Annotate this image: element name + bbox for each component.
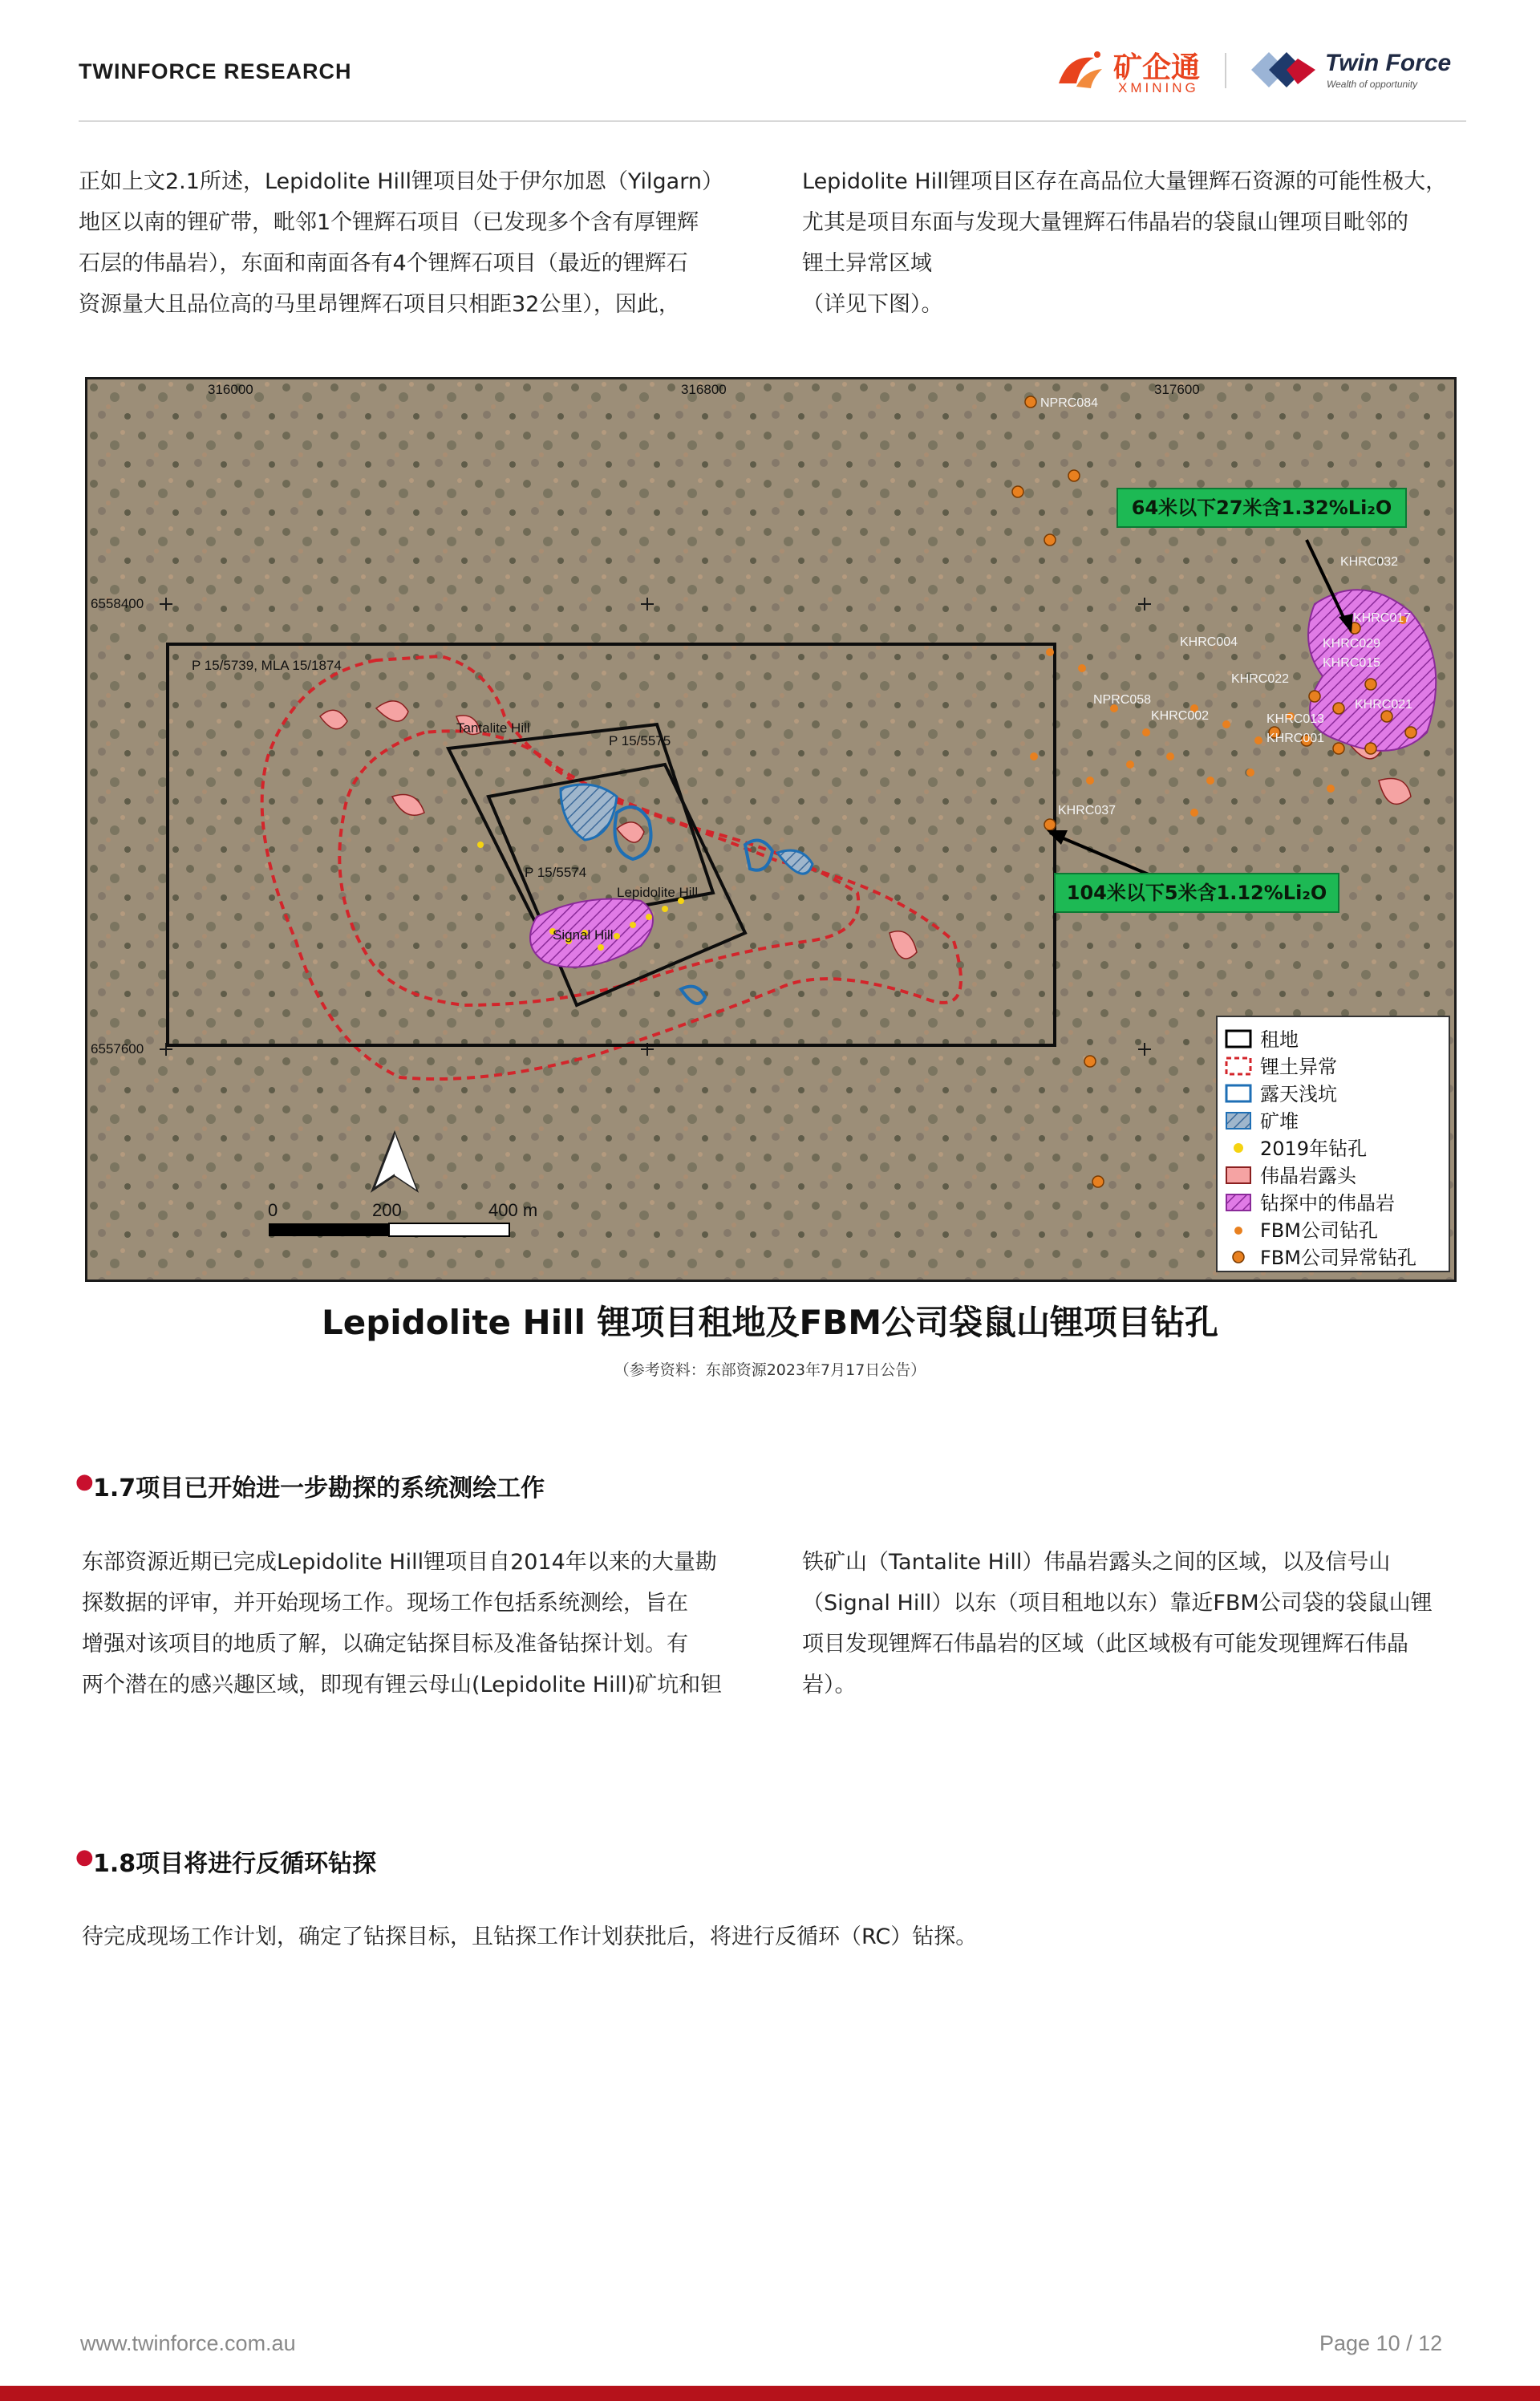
legend-label: 租地 — [1260, 1028, 1299, 1051]
place-label: Tantalite Hill — [456, 720, 530, 736]
legend-label: 锂土异常 — [1260, 1056, 1337, 1078]
scale-label: 0 — [268, 1200, 278, 1220]
hole-label: KHRC021 — [1355, 698, 1413, 712]
section-1-7-left: 东部资源近期已完成Lepidolite Hill锂项目自2014年以来的大量勘 探数据的评审，并开始现场工作。现场工作包括系统测绘，旨在 增强对该项目的地质了解，以确定钻探目标及准备钻探计划。有 两个潜在的感兴趣区域，即现有锂云母山(Lepidolite Hill)矿坑和钽 — [82, 1550, 723, 1697]
lease-label: P 15/5739, MLA 15/1874 — [192, 658, 342, 673]
legend-stockpile-icon — [1226, 1113, 1250, 1129]
legend-outcrop-icon — [1226, 1167, 1250, 1183]
place-label: Signal Hill — [553, 927, 614, 943]
legend-fbm-anomaly-icon — [1233, 1251, 1244, 1263]
map-caption: Lepidolite Hill 锂项目租地及FBM公司袋鼠山锂项目钻孔 — [321, 1303, 1219, 1342]
twinforce-logo-text: Twin Force — [1325, 50, 1452, 76]
place-label: Lepidolite Hill — [617, 885, 699, 900]
legend-label: 钻探中的伟晶岩 — [1260, 1192, 1395, 1215]
header-divider — [79, 120, 1466, 122]
lease-label: P 15/5574 — [525, 865, 587, 880]
legend-drilled-pegmatite-icon — [1226, 1194, 1250, 1211]
footer-page-number: Page 10 / 12 — [1319, 2331, 1443, 2355]
xmining-logo-icon — [1052, 47, 1108, 95]
hole-label: NPRC058 — [1093, 693, 1152, 707]
legend-label: 伟晶岩露头 — [1260, 1165, 1356, 1187]
legend-label: 2019年钻孔 — [1260, 1138, 1368, 1160]
hole-label: KHRC002 — [1151, 709, 1210, 723]
grid-label-x: 316800 — [681, 382, 727, 397]
legend-label: FBM公司异常钻孔 — [1260, 1247, 1416, 1269]
bullet-icon: ● — [75, 1470, 94, 1494]
brand-name: TWINFORCE RESEARCH — [79, 59, 352, 83]
hole-label: KHRC022 — [1231, 672, 1290, 686]
logo-divider — [1225, 53, 1226, 88]
footer-website-link[interactable]: www.twinforce.com.au — [80, 2331, 296, 2355]
map-legend — [1217, 1016, 1449, 1271]
hole-label: KHRC001 — [1266, 732, 1325, 745]
legend-label: FBM公司钻孔 — [1260, 1219, 1378, 1242]
legend-2019-hole-icon — [1234, 1143, 1243, 1153]
scale-label: 400 m — [488, 1200, 538, 1220]
scale-label: 200 — [372, 1200, 402, 1220]
grid-label-y: 6558400 — [91, 596, 144, 611]
lease-label: P 15/5575 — [609, 733, 671, 748]
legend-label: 矿堆 — [1260, 1110, 1299, 1133]
hole-label: KHRC017 — [1353, 611, 1412, 625]
section-heading: 1.7项目已开始进一步勘探的系统测绘工作 — [93, 1474, 545, 1503]
xmining-logo-text: 矿企通 — [1113, 51, 1201, 84]
section-1-8-body: 待完成现场工作计划，确定了钻探目标，且钻探工作计划获批后，将进行反循环（RC）钻探。 — [82, 1924, 978, 1949]
hole-label: KHRC004 — [1180, 635, 1238, 649]
xmining-logo-subtext: XMINING — [1118, 80, 1199, 95]
map-source-note: （参考资料：东部资源2023年7月17日公告） — [614, 1361, 926, 1379]
hole-label: KHRC013 — [1266, 712, 1325, 726]
section-1-7-right: 铁矿山（Tantalite Hill）伟晶岩露头之间的区域，以及信号山 （Signal Hill）以东（项目租地以东）靠近FBM公司袋的袋鼠山锂 项目发现锂辉石伟晶岩的区域（此区域极有可能发现锂辉石伟晶 岩）。 — [802, 1550, 1433, 1697]
grid-label-x: 316000 — [208, 382, 253, 397]
intro-paragraph-right: Lepidolite Hill锂项目区存在高品位大量锂辉石资源的可能性极大， 尤其是项目东面与发现大量锂辉石伟晶岩的袋鼠山锂项目毗邻的 锂土异常区域 （详见下图）。 — [802, 169, 1448, 317]
scale-bar-white — [389, 1223, 509, 1236]
hole-label: KHRC037 — [1058, 804, 1116, 817]
section-heading: 1.8项目将进行反循环钻探 — [93, 1850, 377, 1878]
twinforce-tagline: Wealth of opportunity — [1327, 79, 1418, 90]
footer-accent-bar — [0, 2386, 1540, 2401]
callout-text-2: 104米以下5米含1.12%Li₂O — [1066, 882, 1327, 904]
twinforce-logo-icon — [1248, 47, 1319, 93]
scale-bar-black — [269, 1223, 389, 1236]
intro-paragraph-left: 正如上文2.1所述，Lepidolite Hill锂项目处于伊尔加恩（Yilgarn） 地区以南的锂矿带，毗邻1个锂辉石项目（已发现多个含有厚锂辉 石层的伟晶岩），东面和南面各有4个锂辉石项目（最近的锂辉石 资源量大且品位高的马里昂锂辉石项目只相距32公里），因此， — [79, 169, 723, 317]
legend-label: 露天浅坑 — [1260, 1083, 1337, 1105]
lease-map — [85, 377, 1457, 1282]
hole-label: KHRC029 — [1323, 637, 1381, 651]
hole-label: NPRC084 — [1040, 396, 1099, 410]
hole-label: KHRC032 — [1340, 555, 1399, 569]
hole-label: KHRC015 — [1323, 656, 1381, 670]
grid-label-x: 317600 — [1154, 382, 1200, 397]
legend-fbm-hole-icon — [1234, 1227, 1242, 1235]
bullet-icon: ● — [75, 1845, 94, 1869]
callout-text-1: 64米以下27米含1.32%Li₂O — [1131, 497, 1392, 519]
grid-label-y: 6557600 — [91, 1041, 144, 1057]
